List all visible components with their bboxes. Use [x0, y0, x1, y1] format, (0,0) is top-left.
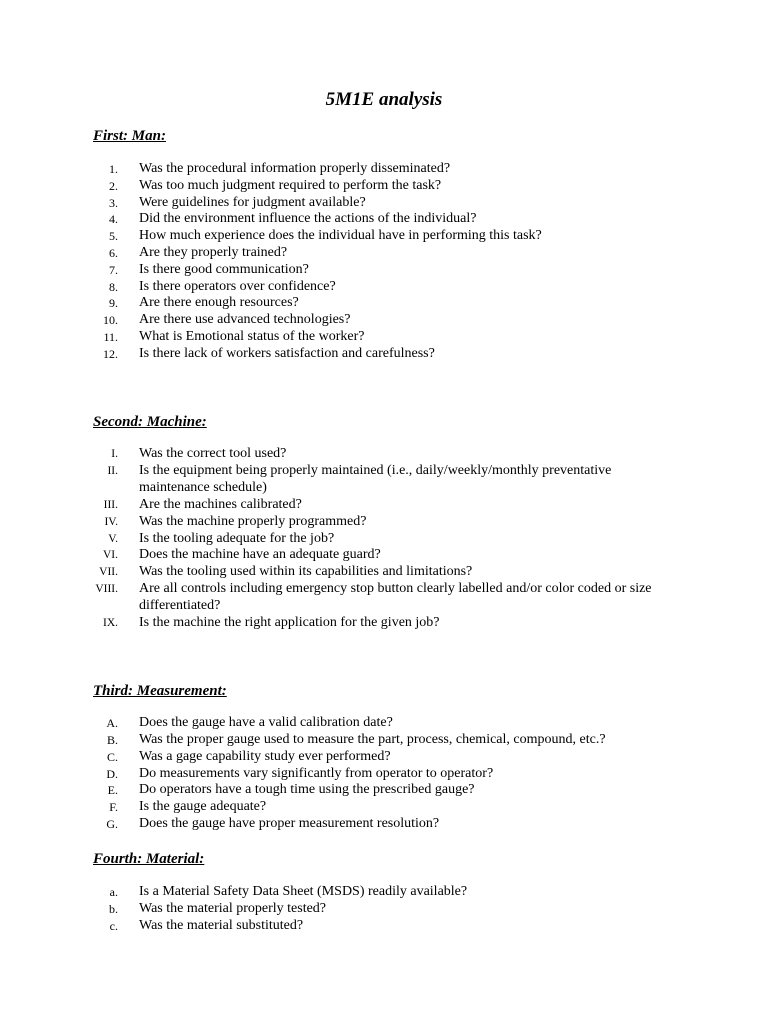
section-heading: Fourth: Material: [93, 851, 205, 867]
list-marker: III. [103, 499, 118, 511]
list-item-text: Do operators have a tough time using the prescribed gauge? [139, 782, 475, 798]
list-marker: 10. [103, 313, 118, 328]
list-item-text: Is a Material Safety Data Sheet (MSDS) readily available? [139, 884, 468, 899]
list-marker: 2. [109, 178, 118, 193]
list-item-text: Is the tooling adequate for the job? [139, 530, 335, 546]
list-marker: IX. [102, 617, 118, 629]
list-marker: VI. [102, 549, 118, 562]
list-item-text: Is the machine the right application for the given job? [139, 615, 440, 630]
list-marker: B. [106, 733, 118, 747]
list-item-text: Was the tooling used within its capabilities and limitations? [139, 564, 473, 580]
list-marker: C. [106, 749, 118, 764]
list-item-text: Was the proper gauge used to measure the part, process, chemical, compound, etc.? [139, 732, 606, 747]
list-item-text: Was the material properly tested? [139, 901, 327, 916]
section-heading: First: Man: [93, 128, 166, 144]
list-marker: 8. [109, 279, 118, 294]
list-item-text: Does the gauge have proper measurement resolution? [139, 816, 440, 831]
list-marker: 11. [103, 330, 118, 344]
list-item-text: Was the material substituted? [139, 917, 304, 933]
list-item-text: Are there enough resources? [139, 295, 299, 311]
list-marker: 4. [109, 212, 118, 227]
list-item-text: Is there good communication? [139, 261, 309, 277]
list-item-text: Are all controls including emergency stop button clearly labelled and/or color coded or size differentiated? [139, 581, 652, 613]
list-marker: VII. [99, 566, 118, 579]
list-marker: 6. [109, 246, 118, 260]
list-marker: b. [109, 902, 118, 916]
list-item-text: Was the procedural information properly disseminated? [139, 161, 451, 176]
list-marker: V. [108, 532, 118, 545]
list-marker: I. [111, 448, 118, 460]
list-marker: 9. [109, 296, 118, 311]
list-item-text: Was too much judgment required to perform the task? [139, 177, 442, 193]
list-item-text: Were guidelines for judgment available? [139, 194, 366, 210]
list-item-text: Is there operators over confidence? [139, 278, 336, 294]
list-item-text: How much experience does the individual have in performing this task? [139, 228, 542, 244]
list-marker: 5. [109, 229, 118, 244]
list-item-text: Are the machines calibrated? [139, 497, 302, 512]
list-item-text: Was the machine properly programmed? [139, 513, 367, 529]
list-marker: VIII. [95, 583, 118, 595]
list-item-text: Did the environment influence the actions of the individual? [139, 211, 477, 227]
list-marker: c. [109, 918, 118, 933]
list-item-text: Was a gage capability study ever performed? [139, 748, 391, 764]
list-item-text: Is the equipment being properly maintained (i.e., daily/weekly/monthly preventative maintenance schedule) [139, 463, 612, 495]
list-item-text: Does the machine have an adequate guard? [139, 547, 381, 563]
list-marker: G. [106, 817, 118, 831]
page-title: 5M1E analysis [325, 89, 443, 110]
list-marker: E. [107, 783, 118, 798]
section-heading: Second: Machine: [93, 414, 207, 430]
list-marker: 7. [109, 262, 118, 277]
list-marker: 3. [109, 195, 118, 210]
list-marker: 1. [109, 162, 118, 176]
list-marker: II. [107, 465, 118, 477]
list-marker: A. [106, 716, 118, 730]
list-item-text: Do measurements vary significantly from operator to operator? [139, 765, 494, 781]
list-marker: a. [109, 885, 118, 899]
list-marker: IV. [104, 515, 118, 528]
list-item-text: Was the correct tool used? [139, 446, 287, 461]
list-item-text: Is the gauge adequate? [139, 799, 267, 815]
section-heading: Third: Measurement: [93, 683, 227, 699]
list-item-text: Is there lack of workers satisfaction and carefulness? [139, 345, 435, 361]
list-item-text: Are there use advanced technologies? [139, 312, 351, 328]
list-item-text: Are they properly trained? [139, 245, 288, 260]
list-marker: 12. [103, 346, 118, 361]
list-item-text: What is Emotional status of the worker? [139, 329, 365, 344]
list-marker: F. [109, 800, 118, 815]
list-marker: D. [106, 766, 118, 781]
list-item-text: Does the gauge have a valid calibration date? [139, 715, 393, 730]
